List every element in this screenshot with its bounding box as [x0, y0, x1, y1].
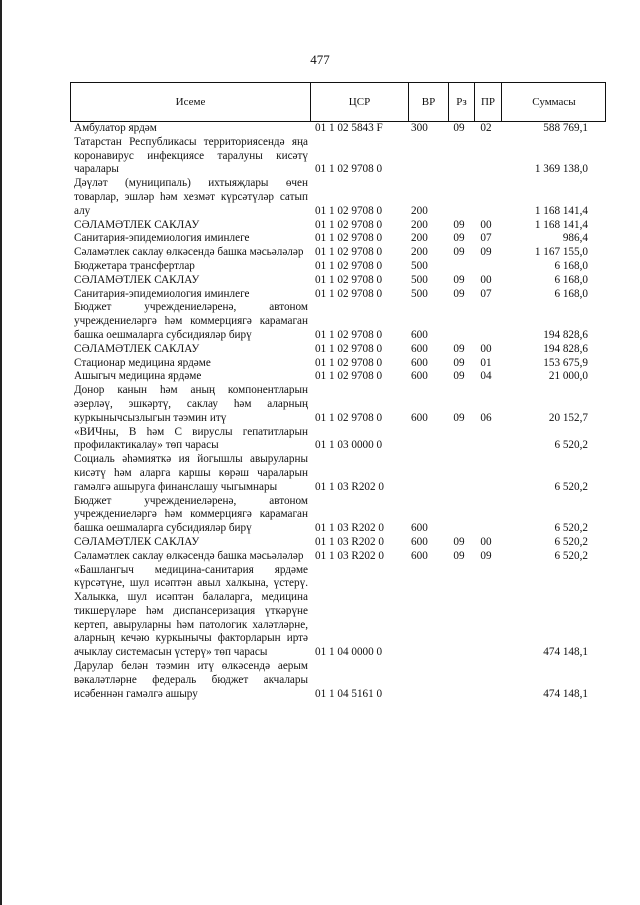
row-pr: 07 [480, 232, 492, 245]
row-vr: 500 [411, 259, 428, 272]
row-vr: 600 [411, 549, 428, 562]
row-sum: 6 168,0 [554, 273, 588, 286]
header-pr: ПР [475, 83, 502, 121]
row-sum: 6 520,2 [554, 549, 588, 562]
row-csr: 01 1 02 9708 0 [315, 204, 383, 217]
row-vr: 500 [411, 287, 428, 300]
row-rz: 09 [453, 370, 465, 383]
row-vr: 600 [411, 411, 428, 424]
row-csr: 01 1 02 9708 0 [315, 342, 383, 355]
row-vr: 600 [411, 356, 428, 369]
row-csr: 01 1 02 9708 0 [315, 246, 383, 259]
row-name: Бюджетара трансфертлар [74, 259, 195, 272]
row-name: Дарулар белән тәэмин итү өлкәсендә аерым вәкаләтләрне федераль бюджет акчалары исәбеннән гамәлгә ашыру [74, 660, 308, 700]
table-row [74, 122, 606, 136]
row-csr: 01 1 04 0000 0 [315, 646, 383, 659]
row-csr: 01 1 02 9708 0 [315, 218, 383, 231]
header-csr: ЦСР [311, 83, 409, 121]
row-name: Сәламәтлек саклау өлкәсендә башка мәсьәләләр [74, 549, 304, 562]
row-csr: 01 1 02 9708 0 [315, 273, 383, 286]
row-vr: 200 [411, 246, 428, 259]
row-rz: 09 [453, 411, 465, 424]
row-pr: 07 [480, 287, 492, 300]
table-row [74, 426, 606, 454]
row-csr: 01 1 03 R202 0 [315, 549, 384, 562]
row-name: Амбулатор ярдәм [74, 122, 157, 134]
header-rz: Рз [449, 83, 475, 121]
row-sum: 194 828,6 [543, 342, 588, 355]
row-pr: 00 [480, 273, 492, 286]
row-pr: 00 [480, 342, 492, 355]
table-row [74, 550, 606, 564]
table-body [74, 122, 606, 701]
row-rz: 09 [453, 549, 465, 562]
header-sum: Суммасы [532, 96, 576, 108]
row-sum: 6 168,0 [554, 259, 588, 272]
row-sum: 6 520,2 [554, 535, 588, 548]
row-name: Донор канын һәм аның компонентларын әзерләү, эшкәртү, саклау һәм аларның куркынычсызлыгын тәэмин итү [74, 384, 308, 424]
row-rz: 09 [453, 232, 465, 245]
table-row [74, 246, 606, 260]
table-row [74, 495, 606, 536]
table-row [74, 453, 606, 494]
table-row [74, 384, 606, 425]
row-csr: 01 1 02 9708 0 [315, 411, 383, 424]
row-name: СӘЛАМӘТЛЕК САКЛАУ [74, 218, 200, 231]
row-rz: 09 [453, 535, 465, 548]
row-vr: 300 [411, 122, 428, 134]
row-vr: 500 [411, 273, 428, 286]
table-row [74, 232, 606, 246]
row-csr: 01 1 02 9708 0 [315, 163, 383, 176]
table-row [74, 274, 606, 288]
row-sum: 153 675,9 [543, 356, 588, 369]
row-name: «ВИЧны, В һәм С вируслы гепатитларын профилактикалау» төп чарасы [74, 425, 308, 452]
row-sum: 1 369 138,0 [534, 163, 588, 176]
page-number: 477 [310, 52, 330, 67]
row-vr: 600 [411, 370, 428, 383]
table-header [70, 82, 606, 122]
table-row [74, 357, 606, 371]
row-sum: 1 167 155,0 [534, 246, 588, 259]
row-pr: 00 [480, 218, 492, 231]
row-sum: 6 520,2 [554, 480, 588, 493]
row-sum: 1 168 141,4 [534, 204, 588, 217]
row-vr: 200 [411, 218, 428, 231]
row-rz: 09 [453, 246, 465, 259]
row-vr: 600 [411, 328, 428, 341]
table-row [74, 136, 606, 177]
header-name: Исеме [71, 83, 311, 121]
row-sum: 194 828,6 [543, 328, 588, 341]
table-row [74, 219, 606, 233]
table-row [74, 177, 606, 218]
row-name: Дәүләт (муниципаль) ихтыяҗлары өчен товарлар, эшләр һәм хезмәт күрсәтүләр сатып алу [74, 177, 308, 217]
row-name: Ашыгыч медицина ярдәме [74, 370, 202, 383]
row-vr: 200 [411, 204, 428, 217]
row-sum: 474 148,1 [543, 646, 588, 659]
row-vr: 600 [411, 522, 428, 535]
row-sum: 474 148,1 [543, 687, 588, 700]
row-vr: 200 [411, 232, 428, 245]
row-sum: 6 168,0 [554, 287, 588, 300]
row-name: «Башлангыч медицина-санитария ярдәме күрсәтүне, шул исәптән авыл халкына, үстерү. Халыкка, шул исәптән балаларга, медицина тикшерүләре һәм диспансеризация үткәрүне кертеп, авыруларны һәм патологик халәтләрне, аларның кечәю куркынычы факторларын иртә ачыклау системасын үстерү» төп чарасы [74, 563, 308, 659]
row-sum: 6 520,2 [554, 439, 588, 452]
row-sum: 21 000,0 [548, 370, 588, 383]
row-name: СӘЛАМӘТЛЕК САКЛАУ [74, 342, 200, 355]
row-sum: 6 520,2 [554, 522, 588, 535]
row-name: Татарстан Республикасы территориясендә яңа коронавирус инфекциясе таралуны кисәтү чаралары [74, 135, 308, 176]
row-vr: 600 [411, 342, 428, 355]
table-row [74, 564, 606, 661]
row-csr: 01 1 04 5161 0 [315, 687, 383, 700]
row-csr: 01 1 02 9708 0 [315, 356, 383, 369]
table-row [74, 288, 606, 302]
row-pr: 09 [480, 246, 492, 259]
row-rz: 09 [453, 342, 465, 355]
row-name: Санитария-эпидемиология иминлеге [74, 232, 250, 245]
page-binding-edge [0, 0, 2, 905]
table-row [74, 260, 606, 274]
row-rz: 09 [453, 356, 465, 369]
row-name: Бюджет учреждениеләренә, автоном учреждениеләргә һәм коммерциягә карамаган башка оешмаларга субсидияләр бирү [74, 494, 308, 535]
row-pr: 04 [480, 370, 492, 383]
row-rz: 09 [453, 287, 465, 300]
row-sum: 1 168 141,4 [534, 218, 588, 231]
row-pr: 06 [480, 411, 492, 424]
row-csr: 01 1 03 0000 0 [315, 439, 383, 452]
row-csr: 01 1 02 9708 0 [315, 287, 383, 300]
table-row [74, 343, 606, 357]
row-csr: 01 1 02 9708 0 [315, 232, 383, 245]
row-csr: 01 1 02 9708 0 [315, 259, 383, 272]
row-sum: 20 152,7 [548, 411, 588, 424]
row-vr: 600 [411, 535, 428, 548]
row-pr: 09 [480, 549, 492, 562]
row-csr: 01 1 03 R202 0 [315, 535, 384, 548]
row-csr: 01 1 02 5843 F [315, 122, 383, 134]
table-row [74, 660, 606, 701]
row-name: СӘЛАМӘТЛЕК САКЛАУ [74, 535, 200, 548]
row-pr: 00 [480, 535, 492, 548]
row-rz: 09 [453, 273, 465, 286]
row-name: Социаль әһәмияткә ия йогышлы авыруларны кисәтү һәм аларга каршы көрәш чараларын гамәлгә ашыруга финанслашу чыгымнары [74, 453, 308, 493]
row-name: Стационар медицина ярдәме [74, 356, 211, 369]
row-sum: 986,4 [562, 232, 588, 245]
table-row [74, 536, 606, 550]
row-name: Сәламәтлек саклау өлкәсендә башка мәсьәләләр [74, 246, 304, 259]
row-name: Бюджет учреждениеләренә, автоном учреждениеләргә һәм коммерциягә карамаган башка оешмаларга субсидияләр бирү [74, 301, 308, 341]
row-pr: 01 [480, 356, 492, 369]
row-csr: 01 1 02 9708 0 [315, 370, 383, 383]
row-rz: 09 [453, 218, 465, 231]
row-pr: 02 [480, 122, 492, 134]
row-csr: 01 1 02 9708 0 [315, 328, 383, 341]
row-csr: 01 1 03 R202 0 [315, 480, 384, 493]
row-sum: 588 769,1 [543, 122, 588, 134]
table-row [74, 301, 606, 342]
row-name: СӘЛАМӘТЛЕК САКЛАУ [74, 273, 200, 286]
row-rz: 09 [453, 122, 465, 134]
row-csr: 01 1 03 R202 0 [315, 522, 384, 535]
header-vr: ВР [409, 83, 449, 121]
table-row [74, 370, 606, 384]
row-name: Санитария-эпидемиология иминлеге [74, 287, 250, 300]
